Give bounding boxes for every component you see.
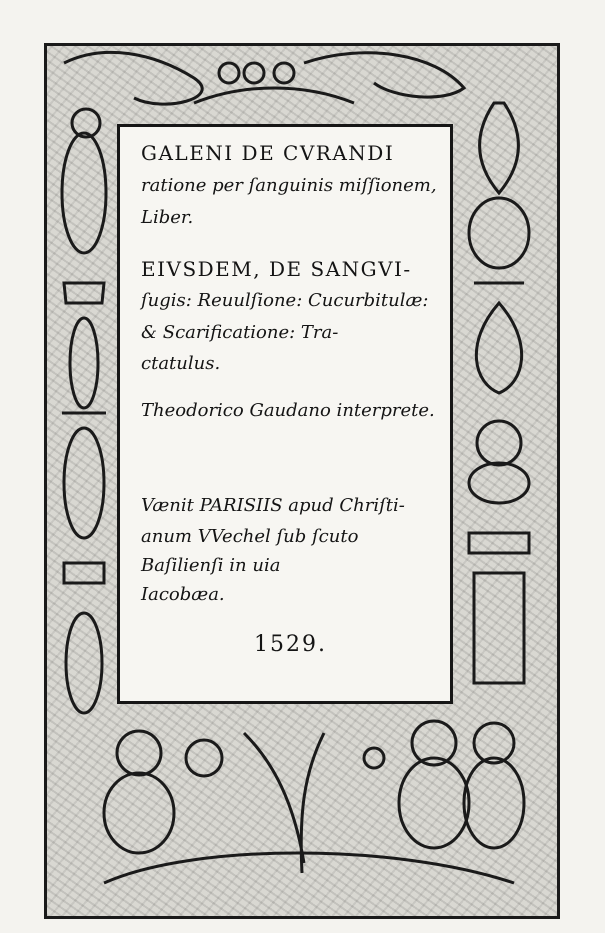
imprint-line-3: Baſilienſi in uia: [141, 555, 281, 576]
vase-ornament: [480, 103, 519, 193]
putto-right: [477, 421, 521, 465]
imprint-line-4: Iacobæa.: [141, 584, 225, 605]
second-work-line-2: ſugis: Reuulſione: Cucurbitulæ:: [141, 290, 429, 311]
title-line-2: ratione per ſanguinis miſſionem,: [141, 175, 437, 196]
publication-year: 1529.: [254, 632, 327, 657]
horn-ornament-left: [64, 52, 202, 104]
imprint-line-2: anum VVechel ſub ſcuto: [141, 526, 359, 547]
second-work-line-4: ctatulus.: [141, 353, 221, 374]
figure-left-top: [62, 133, 106, 253]
horn-ornament-right: [304, 53, 464, 97]
title-line-3: Liber.: [141, 207, 194, 228]
imprint-line-1: Vænit PARISIIS apud Chriſti-: [141, 495, 405, 516]
translator-line: Theodorico Gaudano interprete.: [141, 400, 435, 421]
second-work-line-1: EIVSDEM, DE SANGVI-: [141, 257, 412, 281]
putto-bottom-left: [117, 731, 161, 775]
title-line-1: GALENI DE CVRANDI: [141, 141, 395, 165]
second-work-line-3: & Scarificatione: Tra-: [141, 322, 339, 343]
